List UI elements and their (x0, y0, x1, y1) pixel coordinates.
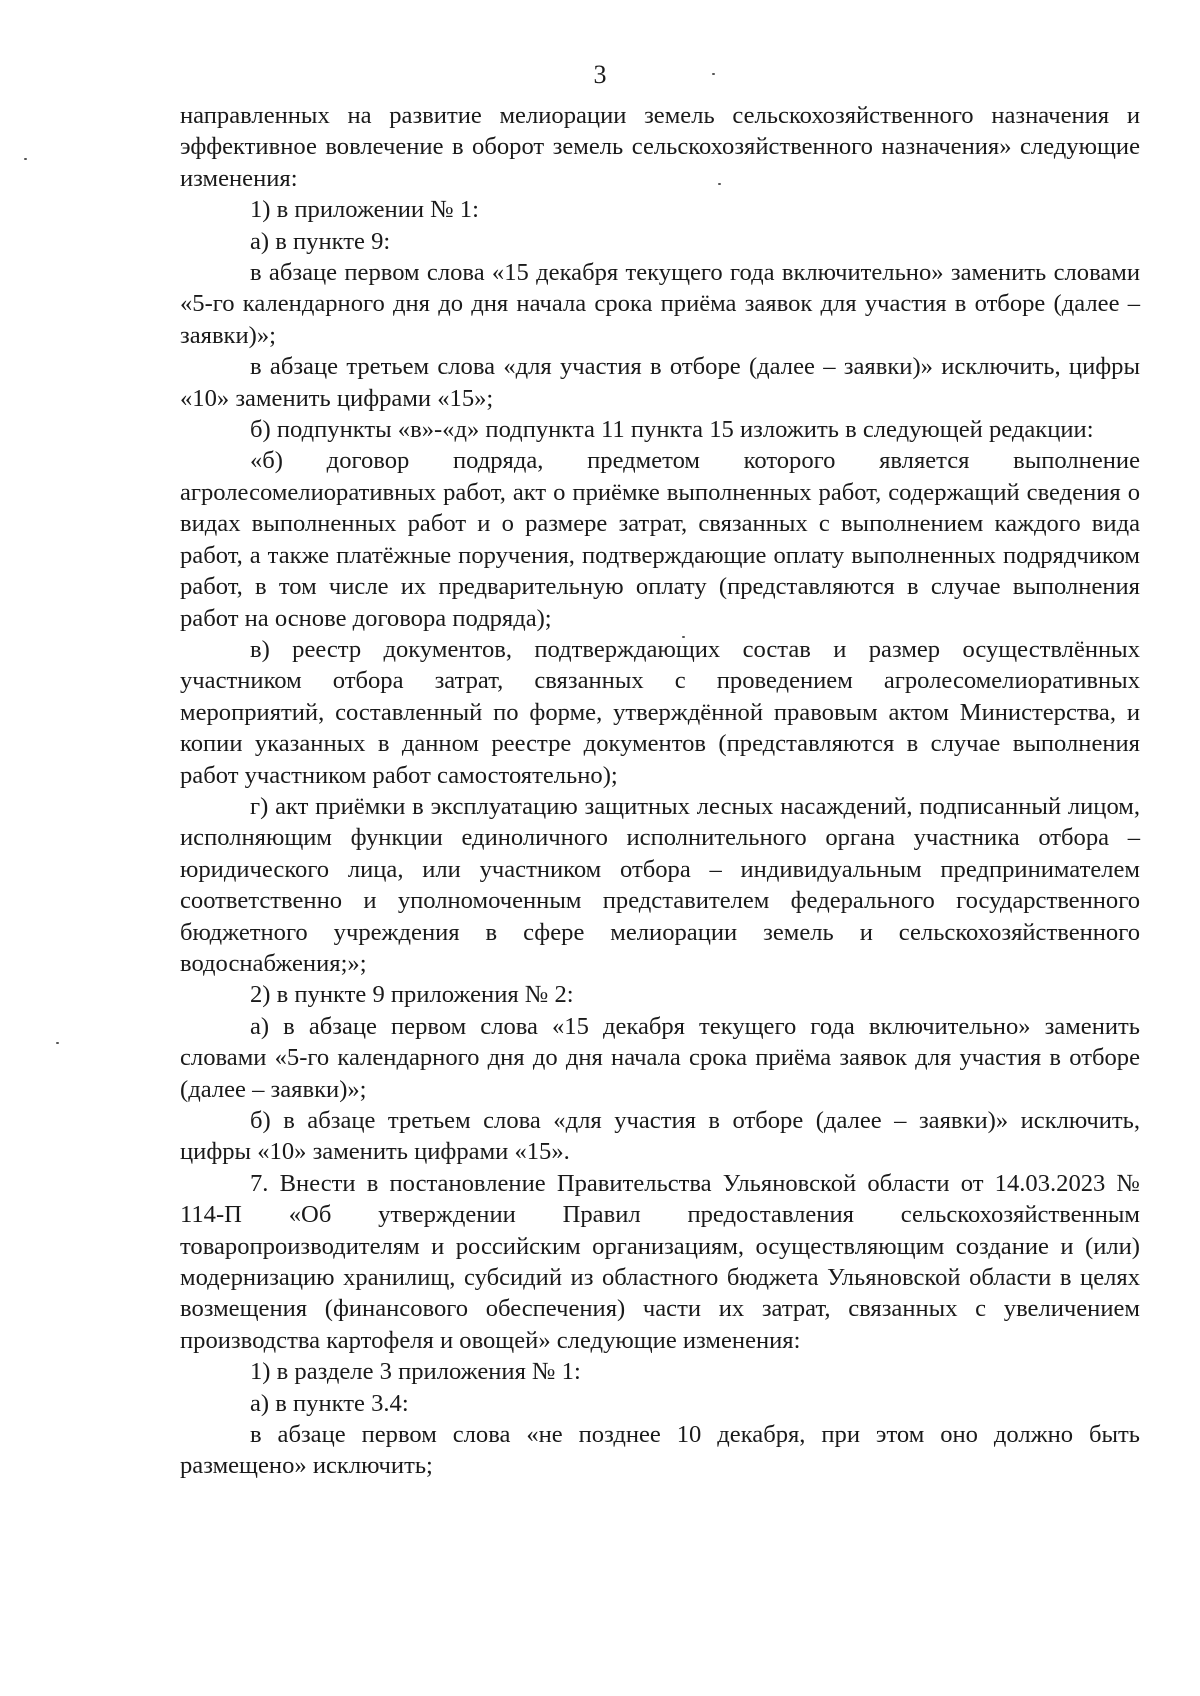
scan-speck (24, 158, 27, 160)
paragraph: а) в абзаце первом слова «15 декабря текущего года включительно» заменить словами «5-го календарного дня до дня начала срока приёма заявок для участия в отборе (далее – заявки)»; (180, 1012, 1140, 1103)
paragraph: г) акт приёмки в эксплуатацию защитных лесных насаждений, подписанный лицом, исполняющим функции единоличного исполнительного органа участника отбора – юридического лица, или участником отбора – индивидуальным предпринимателем соответственно и уполномоченным представителем федерального государственного бюджетного учреждения в сфере мелиорации земель и сельскохозяйственного водоснабжения;»; (180, 792, 1140, 977)
paragraph: б) в абзаце третьем слова «для участия в отборе (далее – заявки)» исключить, цифры «10» заменить цифрами «15». (180, 1107, 1140, 1166)
paragraph: 1) в приложении № 1: (250, 196, 479, 224)
paragraph: 2) в пункте 9 приложения № 2: (250, 981, 574, 1009)
paragraph: направленных на развитие мелиорации земель сельскохозяйственного назначения и эффективное вовлечение в оборот земель сельскохозяйственного назначения» следующие изменения: (180, 102, 1140, 192)
paragraph: а) в пункте 3.4: (250, 1389, 409, 1417)
paragraph: в абзаце первом слова «15 декабря текущего года включительно» заменить словами «5-го календарного дня до дня начала срока приёма заявок для участия в отборе (далее – заявки)»; (180, 259, 1140, 349)
document-body (180, 100, 1140, 1482)
paragraph: б) подпункты «в»-«д» подпункта 11 пункта 15 изложить в следующей редакции: (250, 416, 1094, 444)
paragraph: «б) договор подряда, предметом которого является выполнение агролесомелиоративных работ, акт о приёмке выполненных работ, содержащий сведения о видах выполненных работ и о размере затрат, связанных с выполнением каждого вида работ, а также платёжные поручения, подтверждающие оплату выполненных подрядчиком работ, в том числе их предварительную оплату (представляются в случае выполнения работ на основе договора подряда); (180, 447, 1140, 632)
scan-speck (712, 73, 715, 75)
paragraph: в абзаце третьем слова «для участия в отборе (далее – заявки)» исключить, цифры «10» заменить цифрами «15»; (180, 353, 1140, 412)
paragraph: 7. Внести в постановление Правительства Ульяновской области от 14.03.2023 № 114-П «Об утверждении Правил предоставления сельскохозяйственным товаропроизводителям и российским организациям, осуществляющим создание и (или) модернизацию хранилищ, субсидий из областного бюджета Ульяновской области в целях возмещения (финансового обеспечения) части их затрат, связанных с увеличением производства картофеля и овощей» следующие изменения: (180, 1169, 1140, 1354)
page-number: 3 (593, 60, 607, 89)
paragraph: 1) в разделе 3 приложения № 1: (250, 1358, 581, 1386)
paragraph: а) в пункте 9: (250, 227, 391, 255)
paragraph: в) реестр документов, подтверждающих состав и размер осуществлённых участником отбора затрат, связанных с проведением агролесомелиоративных мероприятий, составленный по форме, утверждённой правовым актом Министерства, и копии указанных в данном реестре документов (представляются в случае выполнения работ участником работ самостоятельно); (180, 635, 1140, 789)
scan-speck (56, 1042, 59, 1044)
paragraph: в абзаце первом слова «не позднее 10 декабря, при этом оно должно быть размещено» исключить; (180, 1421, 1140, 1480)
